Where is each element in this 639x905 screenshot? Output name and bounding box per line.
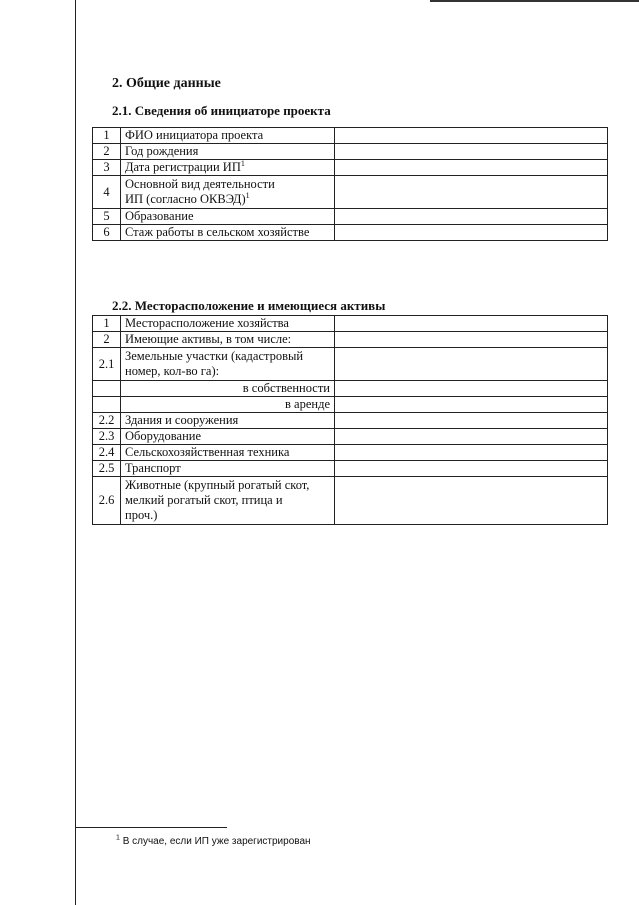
row-label: в собственности xyxy=(121,381,335,397)
table-row xyxy=(93,445,608,461)
top-edge-line xyxy=(430,0,639,2)
footnote-ref: 1 xyxy=(240,158,245,168)
row-number: 1 xyxy=(93,128,121,144)
row-number: 2.3 xyxy=(93,429,121,445)
row-label xyxy=(121,477,335,525)
row-number: 2.6 xyxy=(93,477,121,525)
table-row xyxy=(93,160,608,176)
table-row xyxy=(93,209,608,225)
footnote-mark: 1 xyxy=(116,834,120,842)
table-row xyxy=(93,128,608,144)
subsection-title-initiator: 2.1. Сведения об инициаторе проекта xyxy=(112,103,331,118)
row-number xyxy=(93,381,121,397)
value-cell[interactable] xyxy=(335,225,608,241)
row-label: Год рождения xyxy=(121,144,335,160)
row-label: Имеющие активы, в том числе: xyxy=(121,332,335,348)
value-cell[interactable] xyxy=(335,144,608,160)
table-row xyxy=(93,332,608,348)
value-cell[interactable] xyxy=(335,348,608,381)
row-number: 2 xyxy=(93,144,121,160)
section-title: 2. Общие данные xyxy=(112,76,221,91)
value-cell[interactable] xyxy=(335,176,608,209)
table-row xyxy=(93,381,608,397)
row-number xyxy=(93,397,121,413)
row-label: Стаж работы в сельском хозяйстве xyxy=(121,225,335,241)
row-label: Здания и сооружения xyxy=(121,413,335,429)
row-label-line: Основной вид деятельности xyxy=(125,177,275,191)
value-cell[interactable] xyxy=(335,477,608,525)
row-label: Оборудование xyxy=(121,429,335,445)
row-number: 3 xyxy=(93,160,121,176)
margin-line xyxy=(75,0,76,905)
table-row xyxy=(93,477,608,525)
value-cell[interactable] xyxy=(335,209,608,225)
value-cell[interactable] xyxy=(335,332,608,348)
row-label: Месторасположение хозяйства xyxy=(121,316,335,332)
row-number: 2.5 xyxy=(93,461,121,477)
row-label: в аренде xyxy=(121,397,335,413)
row-number: 1 xyxy=(93,316,121,332)
row-label-line: Земельные участки (кадастровый xyxy=(125,349,304,363)
row-label: Образование xyxy=(121,209,335,225)
row-label-line: номер, кол-во га): xyxy=(125,364,220,378)
table-row xyxy=(93,176,608,209)
row-label: ФИО инициатора проекта xyxy=(121,128,335,144)
row-number: 2.4 xyxy=(93,445,121,461)
footnote-ref: 1 xyxy=(245,190,250,200)
value-cell[interactable] xyxy=(335,397,608,413)
row-number: 2 xyxy=(93,332,121,348)
row-label xyxy=(121,348,335,381)
footnote-text: В случае, если ИП уже зарегистрирован xyxy=(122,836,311,847)
table-row xyxy=(93,413,608,429)
subsection-title-location-assets: 2.2. Месторасположение и имеющиеся активы xyxy=(112,298,386,313)
row-label: Сельскохозяйственная техника xyxy=(121,445,335,461)
initiator-info-table xyxy=(92,127,608,241)
row-number: 5 xyxy=(93,209,121,225)
table-row xyxy=(93,348,608,381)
row-label-line: проч.) xyxy=(125,508,158,522)
table-row xyxy=(93,429,608,445)
row-label-line: ИП (согласно ОКВЭД) xyxy=(125,192,246,206)
row-label: Транспорт xyxy=(121,461,335,477)
row-label-text: Дата регистрации ИП xyxy=(125,160,241,174)
value-cell[interactable] xyxy=(335,445,608,461)
footnote xyxy=(116,836,311,847)
value-cell[interactable] xyxy=(335,429,608,445)
footnote-separator xyxy=(75,827,227,828)
value-cell[interactable] xyxy=(335,461,608,477)
value-cell[interactable] xyxy=(335,413,608,429)
table-row xyxy=(93,316,608,332)
value-cell[interactable] xyxy=(335,128,608,144)
row-label xyxy=(121,176,335,209)
table-row xyxy=(93,397,608,413)
table-row xyxy=(93,461,608,477)
table-row xyxy=(93,144,608,160)
table-row xyxy=(93,225,608,241)
value-cell[interactable] xyxy=(335,316,608,332)
row-label xyxy=(121,160,335,176)
location-assets-table xyxy=(92,315,608,525)
row-number: 4 xyxy=(93,176,121,209)
value-cell[interactable] xyxy=(335,381,608,397)
row-label-line: мелкий рогатый скот, птица и xyxy=(125,493,283,507)
value-cell[interactable] xyxy=(335,160,608,176)
row-number: 2.2 xyxy=(93,413,121,429)
row-label-line: Животные (крупный рогатый скот, xyxy=(125,478,310,492)
row-number: 2.1 xyxy=(93,348,121,381)
row-number: 6 xyxy=(93,225,121,241)
